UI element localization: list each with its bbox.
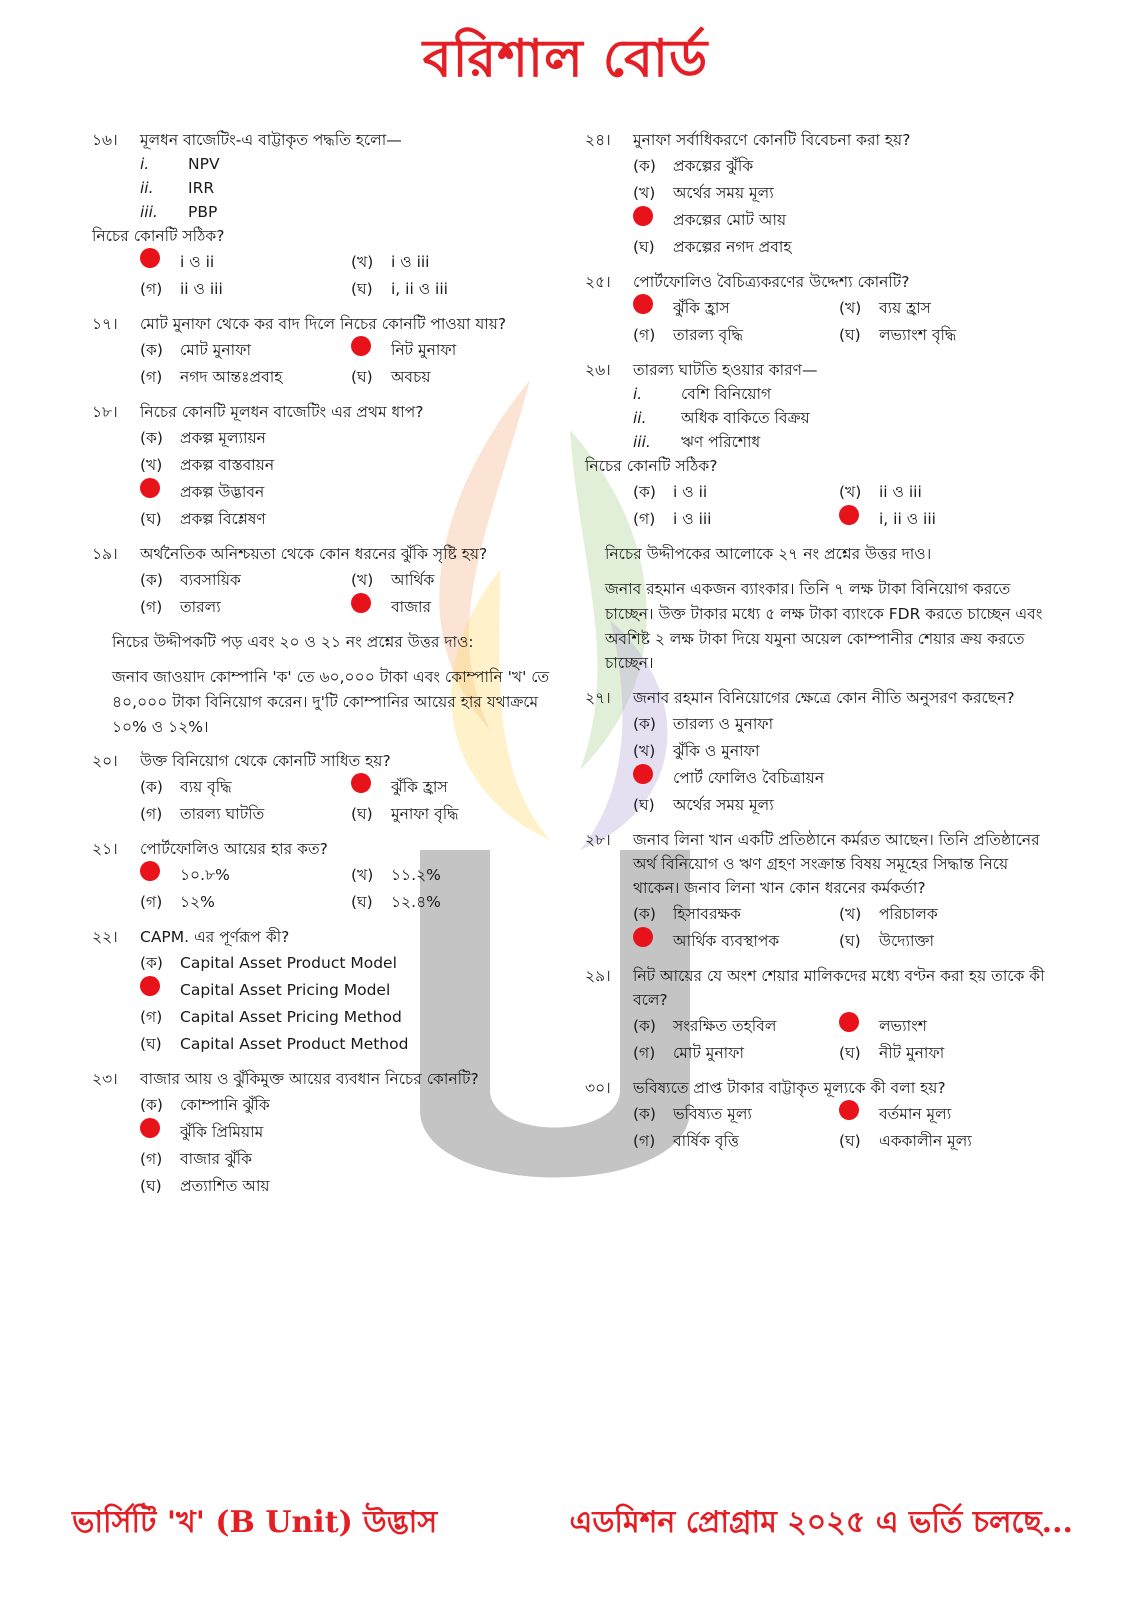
option: (ক) সংরক্ষিত তহবিল (633, 1016, 777, 1035)
option: (খ) ii ও iii (839, 482, 922, 501)
option: i ও ii (140, 248, 351, 275)
footer-brand: ভার্সিটি 'খ' (B Unit) উদ্ভাস (72, 1505, 438, 1540)
option: (ক) কোম্পানি ঝুঁকি (140, 1095, 270, 1114)
option: আর্থিক ব্যবস্থাপক (633, 927, 839, 954)
option: (ঘ) মুনাফা বৃদ্ধি (351, 804, 459, 823)
option: (গ) তারল্য বৃদ্ধি (633, 325, 744, 344)
answer-marker-icon (351, 773, 371, 793)
option: ঝুঁকি হ্রাস (351, 773, 562, 800)
question-16 (92, 128, 562, 302)
answer-marker-icon (839, 1012, 859, 1032)
option: (খ) পরিচালক (839, 904, 938, 923)
statement-item: ii. IRR (140, 179, 215, 198)
option: (গ) বাজার ঝুঁকি (140, 1149, 252, 1168)
option: (ক) তারল্য ও মুনাফা (633, 714, 774, 733)
question-28: ২৮। জনাব লিনা খান একটি প্রতিষ্ঠানে কর্মরত আছেন। তিনি প্রতিষ্ঠানের অর্থ বিনিয়োগ ও ঋণ গ্রহণ সংক্রান্ত বিষয় সমূহের সিদ্ধান্ত নিয়ে থাকেন। জনাব লিনা খান কোন ধরনের কর্মকর্তা? (ক) হিসাবরক্ষক (খ) পরিচালক আর্থিক ব্যবস্থাপক (ঘ) উদ্যোক্তা (585, 828, 1045, 954)
option: (ঘ) i, ii ও iii (351, 279, 448, 298)
question-17: ১৭। মোট মুনাফা থেকে কর বাদ দিলে নিচের কোনটি পাওয়া যায়? (ক) মোট মুনাফা নিট মুনাফা (গ) নগদ আন্তঃপ্রবাহ (ঘ) অবচয় (92, 312, 562, 390)
option: (গ) বার্ষিক বৃত্তি (633, 1131, 740, 1150)
option: (ঘ) অবচয় (351, 367, 431, 386)
question-24: ২৪। মুনাফা সর্বাধিকরণে কোনটি বিবেচনা করা হয়? (ক) প্রকল্পের ঝুঁকি (খ) অর্থের সময় মূল্য প্রকল্পের মোট আয় (ঘ) প্রকল্পের নগদ প্রবাহ (585, 128, 1045, 260)
option: (গ) i ও iii (633, 509, 712, 528)
option: বাজার (351, 593, 562, 620)
option: (খ) ঝুঁকি ও মুনাফা (633, 741, 760, 760)
option: (ক) ভবিষ্যত মূল্য (633, 1104, 752, 1123)
option: প্রকল্প উদ্ভাবন (140, 478, 562, 505)
options (140, 248, 562, 302)
option: (ঘ) ১২.৪% (351, 892, 441, 911)
question-19: ১৯। অর্থনৈতিক অনিশ্চয়তা থেকে কোন ধরনের ঝুঁকি সৃষ্টি হয়? (ক) ব্যবসায়িক (খ) আর্থিক (গ) তারল্য বাজার (92, 542, 562, 620)
question-25: ২৫। পোর্টফোলিও বৈচিত্র্যকরণের উদ্দেশ্য কোনটি? ঝুঁকি হ্রাস (খ) ব্যয় হ্রাস (গ) তারল্য বৃদ্ধি (ঘ) লভ্যাংশ বৃদ্ধি (585, 270, 1045, 348)
option: (খ) ১১.২% (351, 865, 441, 884)
statement-item: iii. PBP (140, 203, 218, 222)
stem-instruction: নিচের উদ্দীপকটি পড় এবং ২০ ও ২১ নং প্রশ্নের উত্তর দাও: (112, 633, 474, 652)
option: প্রকল্পের মোট আয় (633, 206, 1045, 233)
option: (গ) তারল্য (140, 597, 221, 616)
footer-admission-notice: এডমিশন প্রোগ্রাম ২০২৫ এ ভর্তি চলছে... (569, 1505, 1073, 1540)
answer-marker-icon (633, 764, 653, 784)
answer-marker-icon (839, 505, 859, 525)
option: (গ) Capital Asset Pricing Method (140, 1007, 402, 1026)
statement-item: i. বেশি বিনিয়োগ (633, 385, 772, 404)
left-column (92, 128, 562, 1209)
option: (ক) Capital Asset Product Model (140, 953, 397, 972)
option: (খ) ব্যয় হ্রাস (839, 298, 931, 317)
option: (ক) ব্যয় বৃদ্ধি (140, 777, 232, 796)
option: Capital Asset Pricing Model (140, 976, 562, 1003)
option: (ক) মোট মুনাফা (140, 340, 251, 359)
stimulus-passage: জনাব রহমান একজন ব্যাংকার। তিনি ৭ লক্ষ টাকা বিনিয়োগ করতে চাচ্ছেন। উক্ত টাকার মধ্যে ৫ লক্ষ টাকা ব্যাংকে FDR করতে চাচ্ছেন এবং অবশিষ্ট ২ লক্ষ টাকা দিয়ে যমুনা অয়েল কোম্পানীর শেয়ার ক্রয় করতে চাচ্ছেন। (605, 579, 1043, 673)
option: (ক) প্রকল্প মূল্যায়ন (140, 428, 266, 447)
option: (ঘ) Capital Asset Product Method (140, 1034, 409, 1053)
stimulus-passage: জনাব জাওয়াদ কোম্পানি 'ক' তে ৬০,০০০ টাকা এবং কোম্পানি 'খ' তে ৪০,০০০ টাকা বিনিয়োগ করেন। দু'টি কোম্পানির আয়ের হার যথাক্রমে ১০% ও ১২%। (112, 667, 550, 736)
option: (গ) নগদ আন্তঃপ্রবাহ (140, 367, 283, 386)
option: (গ) মোট মুনাফা (633, 1043, 744, 1062)
option: (খ) প্রকল্প বাস্তবায়ন (140, 455, 275, 474)
option: i, ii ও iii (839, 505, 1045, 532)
option: (ঘ) উদ্যোক্তা (839, 931, 934, 950)
option: (খ) অর্থের সময় মূল্য (633, 183, 774, 202)
option: (ঘ) প্রকল্প বিশ্লেষণ (140, 509, 266, 528)
question-text: মূলধন বাজেটিং-এ বাট্টাকৃত পদ্ধতি হলো— (140, 131, 402, 149)
option: লভ্যাংশ (839, 1012, 1045, 1039)
option: নিট মুনাফা (351, 336, 562, 363)
option: বর্তমান মূল্য (839, 1100, 1045, 1127)
option: (ক) হিসাবরক্ষক (633, 904, 741, 923)
right-column (585, 128, 1045, 1164)
answer-marker-icon (140, 478, 160, 498)
question-20: ২০। উক্ত বিনিয়োগ থেকে কোনটি সাধিত হয়? (ক) ব্যয় বৃদ্ধি ঝুঁকি হ্রাস (গ) তারল্য ঘাটতি (ঘ) মুনাফা বৃদ্ধি (92, 749, 562, 827)
option: পোর্ট ফোলিও বৈচিত্রায়ন (633, 764, 1045, 791)
answer-marker-icon (351, 593, 371, 613)
question-number: ১৬। (92, 131, 118, 149)
option: (গ) তারল্য ঘাটতি (140, 804, 265, 823)
option: (গ) ১২% (140, 892, 215, 911)
question-22: ২২। CAPM. এর পূর্ণরূপ কী? (ক) Capital Asset Product Model Capital Asset Pricing Model (গ) Capital Asset Pricing Method (ঘ) Capital Asset Product Method (92, 925, 562, 1057)
answer-marker-icon (351, 336, 371, 356)
option: ১০.৮% (140, 861, 351, 888)
question-21: ২১। পোর্টফোলিও আয়ের হার কত? ১০.৮% (খ) ১১.২% (গ) ১২% (ঘ) ১২.৪% (92, 837, 562, 915)
page-title: বরিশাল বোর্ড (422, 28, 709, 89)
option: (ঘ) লভ্যাংশ বৃদ্ধি (839, 325, 957, 344)
answer-marker-icon (839, 1100, 859, 1120)
option: (ঘ) এককালীন মূল্য (839, 1131, 972, 1150)
answer-marker-icon (140, 861, 160, 881)
option: (ঘ) প্রত্যাশিত আয় (140, 1176, 270, 1195)
answer-marker-icon (633, 927, 653, 947)
option: (খ) i ও iii (351, 252, 430, 271)
stem-instruction: নিচের উদ্দীপকের আলোকে ২৭ নং প্রশ্নের উত্তর দাও। (605, 545, 932, 564)
answer-marker-icon (633, 294, 653, 314)
statement-item: i. NPV (140, 155, 220, 174)
question-23: ২৩। বাজার আয় ও ঝুঁকিমুক্ত আয়ের ব্যবধান নিচের কোনটি? (ক) কোম্পানি ঝুঁকি ঝুঁকি প্রিমিয়াম (গ) বাজার ঝুঁকি (ঘ) প্রত্যাশিত আয় (92, 1067, 562, 1199)
question-prompt: নিচের কোনটি সঠিক? (92, 227, 225, 246)
statement-item: iii. ঋণ পরিশোধ (633, 433, 761, 452)
question-29: ২৯। নিট আয়ের যে অংশ শেয়ার মালিকদের মধ্যে বণ্টন করা হয় তাকে কী বলে? (ক) সংরক্ষিত তহবিল লভ্যাংশ (গ) মোট মুনাফা (ঘ) নীট মুনাফা (585, 964, 1045, 1066)
option: (ঘ) প্রকল্পের নগদ প্রবাহ (633, 237, 792, 256)
option: (ঘ) অর্থের সময় মূল্য (633, 795, 774, 814)
question-prompt: নিচের কোনটি সঠিক? (585, 457, 718, 476)
answer-marker-icon (140, 1118, 160, 1138)
option: (গ) ii ও iii (140, 279, 223, 298)
option: ঝুঁকি প্রিমিয়াম (140, 1118, 562, 1145)
statement-item: ii. অধিক বাকিতে বিক্রয় (633, 409, 810, 428)
answer-marker-icon (140, 976, 160, 996)
option: (ঘ) নীট মুনাফা (839, 1043, 945, 1062)
question-27: ২৭। জনাব রহমান বিনিয়োগের ক্ষেত্রে কোন নীতি অনুসরণ করছেন? (ক) তারল্য ও মুনাফা (খ) ঝুঁকি ও মুনাফা পোর্ট ফোলিও বৈচিত্রায়ন (ঘ) অর্থের সময় মূল্য (585, 686, 1045, 818)
option: (ক) ব্যবসায়িক (140, 570, 241, 589)
question-30: ৩০। ভবিষ্যতে প্রাপ্ত টাকার বাট্টাকৃত মূল্যকে কী বলা হয়? (ক) ভবিষ্যত মূল্য বর্তমান মূল্য (গ) বার্ষিক বৃত্তি (ঘ) এককালীন মূল্য (585, 1076, 1045, 1154)
option: (খ) আর্থিক (351, 570, 435, 589)
question-26: ২৬। তারল্য ঘাটতি হওয়ার কারণ— i. বেশি বিনিয়োগ ii. অধিক বাকিতে বিক্রয় iii. ঋণ পরিশোধ নিচের কোনটি সঠিক? (ক) i ও ii (খ) ii ও iii (গ) i ও iii i, ii ও iii (585, 358, 1045, 532)
question-18: ১৮। নিচের কোনটি মূলধন বাজেটিং এর প্রথম ধাপ? (ক) প্রকল্প মূল্যায়ন (খ) প্রকল্প বাস্তবায়ন প্রকল্প উদ্ভাবন (ঘ) প্রকল্প বিশ্লেষণ (92, 400, 562, 532)
answer-marker-icon (140, 248, 160, 268)
option: (ক) i ও ii (633, 482, 708, 501)
option: ঝুঁকি হ্রাস (633, 294, 839, 321)
answer-marker-icon (633, 206, 653, 226)
option: (ক) প্রকল্পের ঝুঁকি (633, 156, 754, 175)
